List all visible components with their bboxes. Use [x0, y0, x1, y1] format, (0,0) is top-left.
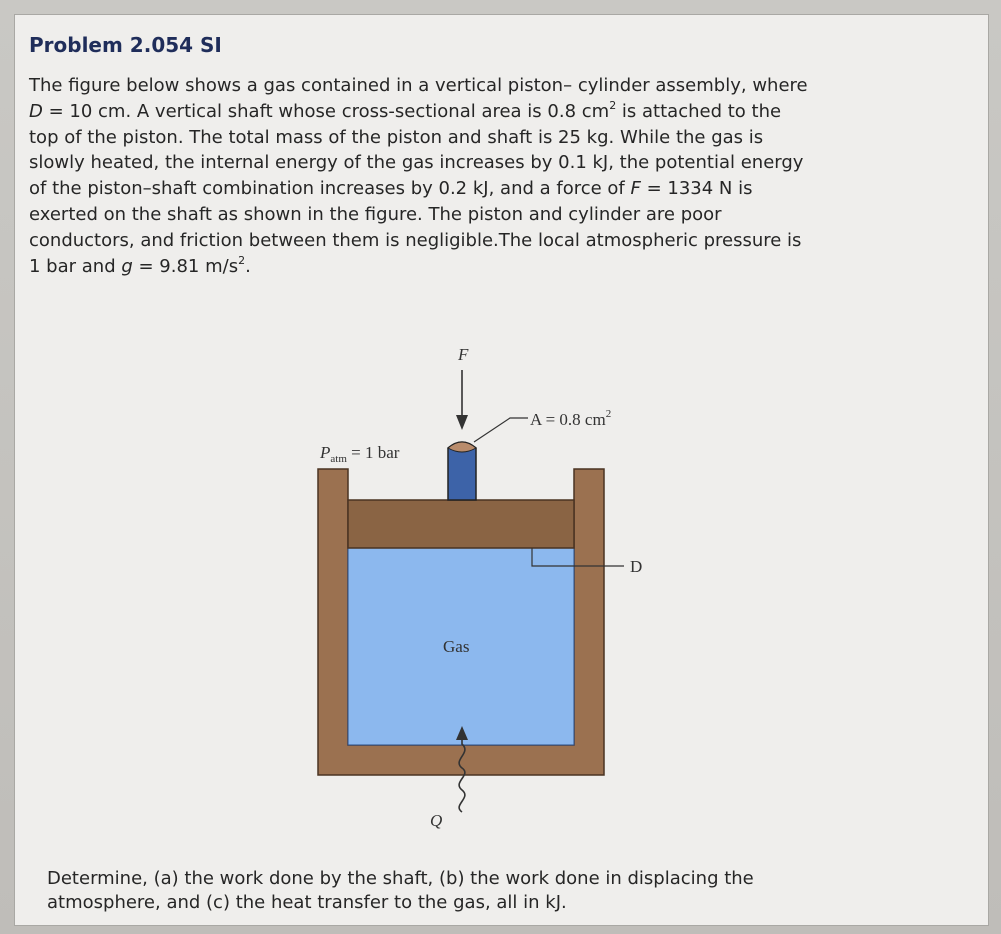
statement-text: = 1334 N is [640, 178, 753, 200]
statement-line-7: conductors, and friction between them is negligible.The local atmospheric pressure is [29, 229, 802, 251]
force-arrow-head [456, 415, 468, 430]
statement-line-4: slowly heated, the internal energy of the gas increases by 0.1 kJ, the potential energy [29, 152, 804, 174]
statement-line-3: top of the piston. The total mass of the piston and shaft is 25 kg. While the gas is [29, 126, 764, 148]
force-symbol: F [630, 178, 641, 200]
statement-text: is attached to the [616, 100, 782, 122]
problem-title: Problem 2.054 SI [29, 33, 222, 57]
shaft-highlight [448, 442, 476, 452]
diameter-label: D [630, 557, 643, 576]
gas-label: Gas [443, 637, 470, 656]
statement-text: = 10 cm. A vertical shaft whose cross-sectional area is 0.8 cm [42, 100, 610, 122]
superscript: 2 [609, 98, 617, 112]
statement-text: . [245, 255, 251, 277]
patm-label: $P_{atm} = 1$ bar [320, 443, 400, 465]
area-label: A = 0.8 $cm^2$ [530, 408, 612, 429]
piston [348, 500, 574, 548]
heat-label: Q [430, 811, 443, 830]
question-line-2: atmosphere, and (c) the heat transfer to the gas, all in kJ. [47, 892, 567, 913]
diameter-symbol: D [29, 100, 43, 122]
statement-line-1: The figure below shows a gas contained in a vertical piston– cylinder assembly, where [29, 75, 808, 96]
statement-text: 1 bar and [29, 255, 122, 277]
superscript: 2 [238, 253, 246, 267]
question-line-1: Determine, (a) the work done by the shaft, (b) the work done in displacing the [47, 868, 754, 889]
area-leader-line [474, 418, 528, 442]
gravity-symbol: g [121, 255, 133, 277]
statement-text: of the piston–shaft combination increases by 0.2 kJ, and a force of [29, 178, 631, 200]
statement-text: = 9.81 m/s [132, 255, 239, 277]
force-label: F [458, 345, 469, 364]
statement-line-6: exerted on the shaft as shown in the figure. The piston and cylinder are poor [29, 203, 722, 225]
